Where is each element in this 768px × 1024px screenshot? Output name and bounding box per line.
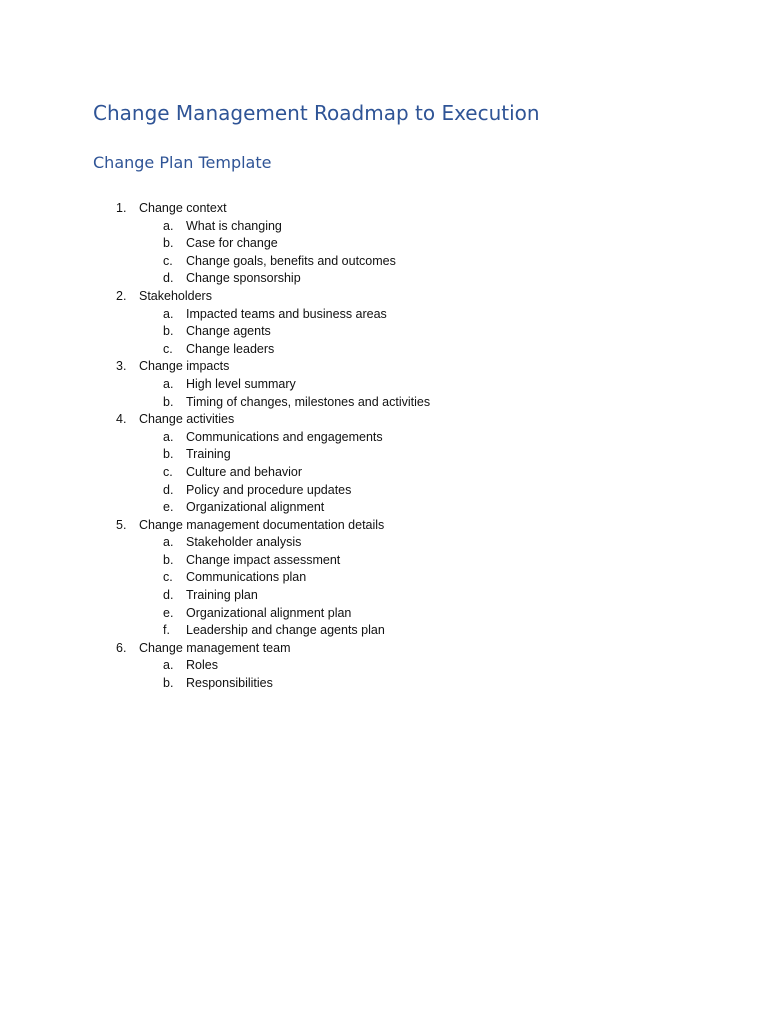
section-heading: Change activities xyxy=(139,412,235,427)
subitem-letter: c. xyxy=(163,570,173,585)
subitem-letter: c. xyxy=(163,253,173,268)
outline-subitem xyxy=(0,534,768,552)
outline-section xyxy=(0,200,768,218)
outline-subitem xyxy=(0,306,768,324)
subitem-text: Case for change xyxy=(186,236,278,251)
section-heading: Change management team xyxy=(139,640,291,655)
subitem-text: Change agents xyxy=(186,324,271,339)
subitem-text: Change impact assessment xyxy=(186,552,341,567)
document-title: Change Management Roadmap to Execution xyxy=(93,101,540,125)
section-number: 1. xyxy=(116,201,127,215)
outline-subitem xyxy=(0,323,768,341)
subitem-letter: b. xyxy=(163,552,174,567)
subitem-text: What is changing xyxy=(186,218,282,233)
outline-subitem xyxy=(0,587,768,605)
outline-subitem xyxy=(0,622,768,640)
outline-list xyxy=(0,200,768,693)
subitem-text: Organizational alignment plan xyxy=(186,605,352,620)
subitem-text: Communications plan xyxy=(186,570,307,585)
subitem-text: Impacted teams and business areas xyxy=(186,306,387,321)
outline-subitem xyxy=(0,552,768,570)
subitem-letter: b. xyxy=(163,447,174,462)
section-number: 2. xyxy=(116,288,127,303)
section-number: 6. xyxy=(116,640,127,655)
outline-subitem xyxy=(0,482,768,500)
outline-subitem xyxy=(0,218,768,236)
section-heading: Change impacts xyxy=(139,359,230,374)
subitem-letter: a. xyxy=(163,429,174,444)
outline-subitem xyxy=(0,394,768,412)
outline-section xyxy=(0,358,768,376)
outline-subitem xyxy=(0,429,768,447)
outline-subitem xyxy=(0,499,768,517)
subitem-letter: e. xyxy=(163,605,174,620)
subitem-text: High level summary xyxy=(186,376,296,391)
outline-subitem xyxy=(0,569,768,587)
subitem-text: Communications and engagements xyxy=(186,429,383,444)
subitem-letter: c. xyxy=(163,341,173,356)
subitem-letter: a. xyxy=(163,218,174,233)
section-number: 4. xyxy=(116,412,127,427)
outline-subitem xyxy=(0,605,768,623)
subitem-letter: b. xyxy=(163,324,174,339)
subitem-letter: a. xyxy=(163,658,174,673)
outline-subitem xyxy=(0,235,768,253)
outline-subitem xyxy=(0,446,768,464)
document-subtitle: Change Plan Template xyxy=(93,153,272,172)
outline-section xyxy=(0,640,768,658)
subitem-letter: b. xyxy=(163,676,174,691)
subitem-text: Stakeholder analysis xyxy=(186,535,302,550)
section-heading: Stakeholders xyxy=(139,288,212,303)
subitem-text: Organizational alignment xyxy=(186,500,325,515)
subitem-text: Culture and behavior xyxy=(186,464,303,479)
section-heading: Change context xyxy=(139,201,227,215)
outline-section xyxy=(0,288,768,306)
subitem-letter: b. xyxy=(163,394,174,409)
subitem-letter: d. xyxy=(163,271,174,286)
subitem-letter: e. xyxy=(163,500,174,515)
outline-subitem xyxy=(0,675,768,693)
outline-section xyxy=(0,411,768,429)
outline-subitem xyxy=(0,270,768,288)
subitem-letter: a. xyxy=(163,535,174,550)
outline-subitem xyxy=(0,253,768,271)
subitem-letter: d. xyxy=(163,588,174,603)
subitem-letter: c. xyxy=(163,464,173,479)
subitem-letter: f. xyxy=(163,623,170,638)
subitem-text: Change goals, benefits and outcomes xyxy=(186,253,396,268)
subitem-text: Change leaders xyxy=(186,341,275,356)
subitem-letter: b. xyxy=(163,236,174,251)
subitem-text: Change sponsorship xyxy=(186,271,301,286)
outline-subitem xyxy=(0,464,768,482)
subitem-text: Leadership and change agents plan xyxy=(186,623,385,638)
subitem-text: Policy and procedure updates xyxy=(186,482,352,497)
subitem-text: Timing of changes, milestones and activities xyxy=(186,394,431,409)
section-heading: Change management documentation details xyxy=(139,517,385,532)
subitem-text: Roles xyxy=(186,658,218,673)
subitem-text: Training xyxy=(186,447,231,462)
section-number: 5. xyxy=(116,517,127,532)
section-number: 3. xyxy=(116,359,127,374)
outline-subitem xyxy=(0,376,768,394)
subitem-text: Responsibilities xyxy=(186,676,273,691)
subitem-letter: a. xyxy=(163,376,174,391)
outline-subitem xyxy=(0,657,768,675)
subitem-text: Training plan xyxy=(186,588,258,603)
outline-section xyxy=(0,517,768,535)
subitem-letter: d. xyxy=(163,482,174,497)
subitem-letter: a. xyxy=(163,306,174,321)
outline-subitem xyxy=(0,341,768,359)
